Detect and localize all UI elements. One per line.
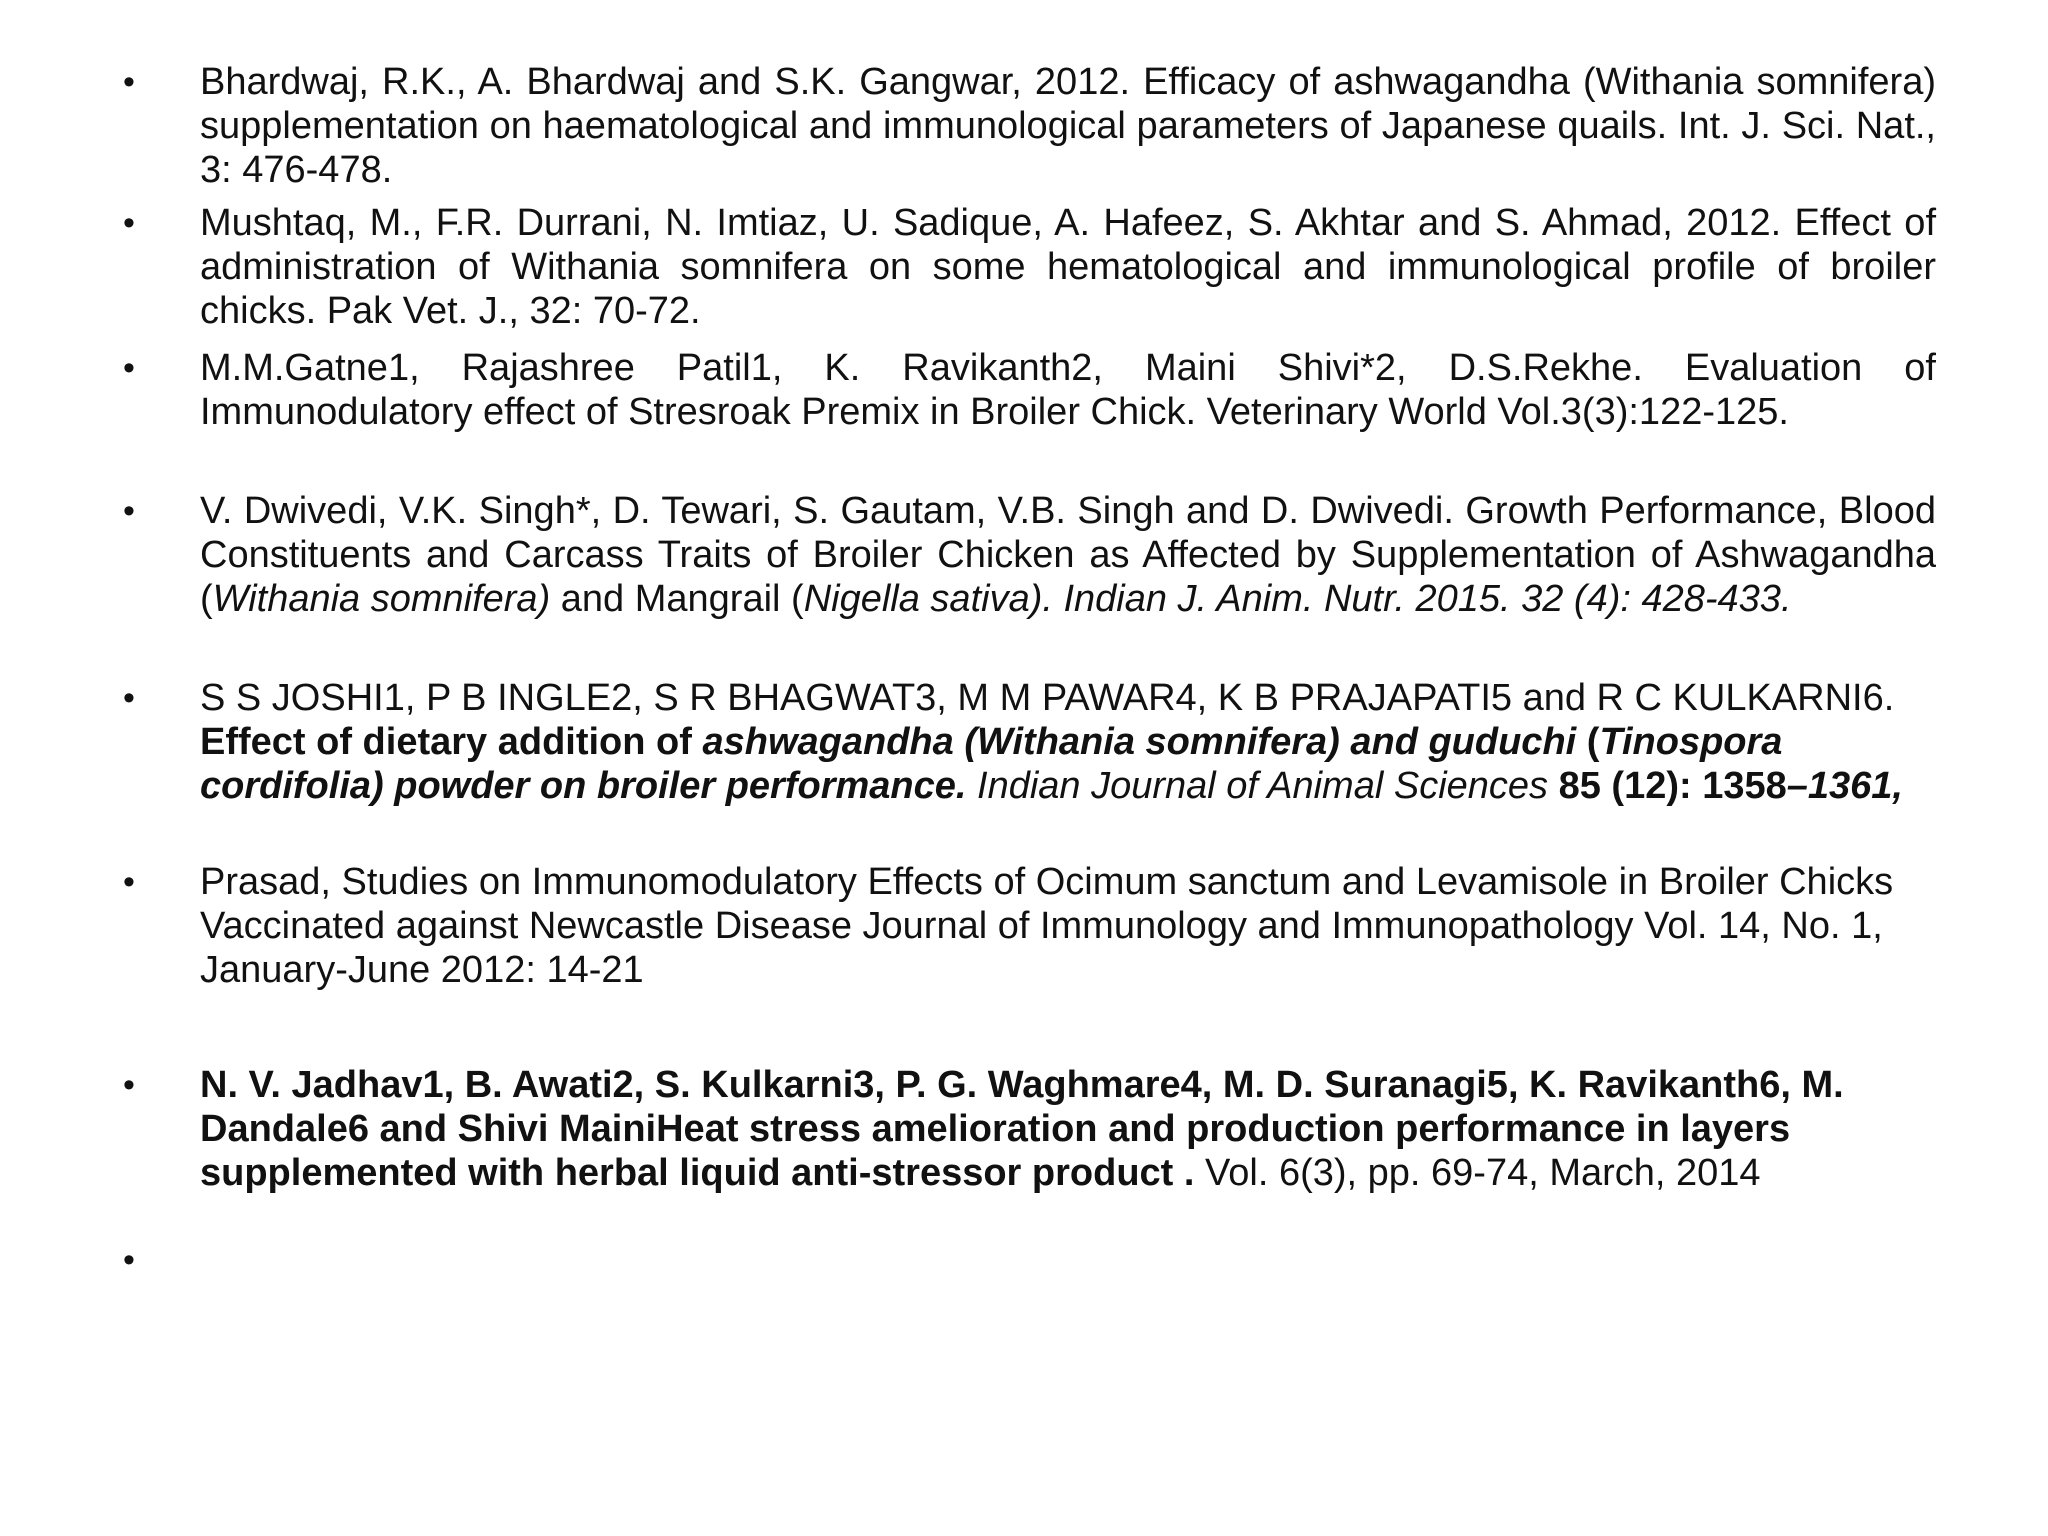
reference-item bbox=[123, 676, 1936, 808]
reference-item bbox=[123, 1063, 1936, 1195]
reference-item bbox=[123, 489, 1936, 621]
reference-item bbox=[123, 60, 1936, 192]
reference-italic: Nigella sativa). Indian J. Anim. Nutr. 2015. 32 (4): 428-433. bbox=[803, 578, 1792, 620]
bullet-icon: • bbox=[123, 349, 135, 387]
reference-text: Bhardwaj, R.K., A. Bhardwaj and S.K. Gangwar, 2012. Efficacy of ashwagandha (Withania somnifera) supplementation on haematological and immunological parameters of Japanese quails. Int. J. Sci. Nat., 3: 476-478. bbox=[200, 61, 1936, 191]
reference-volume: –1361, bbox=[1786, 765, 1903, 807]
reference-authors: S S JOSHI1, P B INGLE2, S R BHAGWAT3, M M PAWAR4, K B PRAJAPATI5 and R C KULKARNI6. bbox=[200, 677, 1895, 719]
bullet-icon: • bbox=[123, 1066, 135, 1104]
bullet-icon: • bbox=[123, 492, 135, 530]
reference-text: Prasad, Studies on Immunomodulatory Effects of Ocimum sanctum and Levamisole in Broiler Chicks Vaccinated against Newcastle Disease Journal of Immunology and Immunopathology Vol. 14, No. 1, January-June 2012: 14-21 bbox=[200, 861, 1894, 991]
reference-text: and Mangrail ( bbox=[550, 578, 804, 620]
reference-text: V. Dwivedi, V.K. Singh*, D. Tewari, S. Gautam, V.B. Singh and D. Dwivedi. Growth Performance, Blood Constituents and Carcass Traits of Broiler Chicken as Affected by Supplementation of Ashwagandha ( bbox=[200, 490, 1936, 620]
reference-title: Tinospora cordifolia) powder on broiler performance. bbox=[200, 721, 1783, 807]
reference-text: M.M.Gatne1, Rajashree Patil1, K. Ravikanth2, Maini Shivi*2, D.S.Rekhe. Evaluation of Immunodulatory effect of Stresroak Premix in Broiler Chick. Veterinary World Vol.3(3):122-125. bbox=[200, 347, 1936, 433]
reference-title: Effect of dietary addition of bbox=[200, 721, 703, 763]
bullet-icon: • bbox=[123, 863, 135, 901]
reference-title: N. V. Jadhav1, B. Awati2, S. Kulkarni3, P. G. Waghmare4, M. D. Suranagi5, K. Ravikanth6, M. Dandale6 and Shivi MainiHeat stress amelioration and production performance in layers supplemented with herbal liquid anti-stressor product . bbox=[200, 1064, 1844, 1194]
reference-item bbox=[123, 860, 1936, 992]
bullet-icon: • bbox=[123, 204, 135, 242]
reference-title: ashwagandha (Withania somnifera) and guduchi bbox=[702, 721, 1587, 763]
empty-bullet-icon: • bbox=[123, 1241, 135, 1279]
bullet-icon: • bbox=[123, 679, 135, 717]
reference-italic: Withania somnifera) bbox=[212, 578, 551, 620]
reference-volume: 85 (12): 1358 bbox=[1558, 765, 1787, 807]
reference-item bbox=[123, 201, 1936, 333]
reference-text: Mushtaq, M., F.R. Durrani, N. Imtiaz, U. Sadique, A. Hafeez, S. Akhtar and S. Ahmad, 2012. Effect of administration of Withania somnifera on some hematological and immunological profile of broiler chicks. Pak Vet. J., 32: 70-72. bbox=[200, 202, 1936, 332]
bullet-icon: • bbox=[123, 63, 135, 101]
reference-journal: Indian Journal of Animal Sciences bbox=[966, 765, 1559, 807]
reference-title: ( bbox=[1586, 721, 1600, 763]
reference-volume: Vol. 6(3), pp. 69-74, March, 2014 bbox=[1194, 1152, 1761, 1194]
reference-item bbox=[123, 346, 1936, 434]
